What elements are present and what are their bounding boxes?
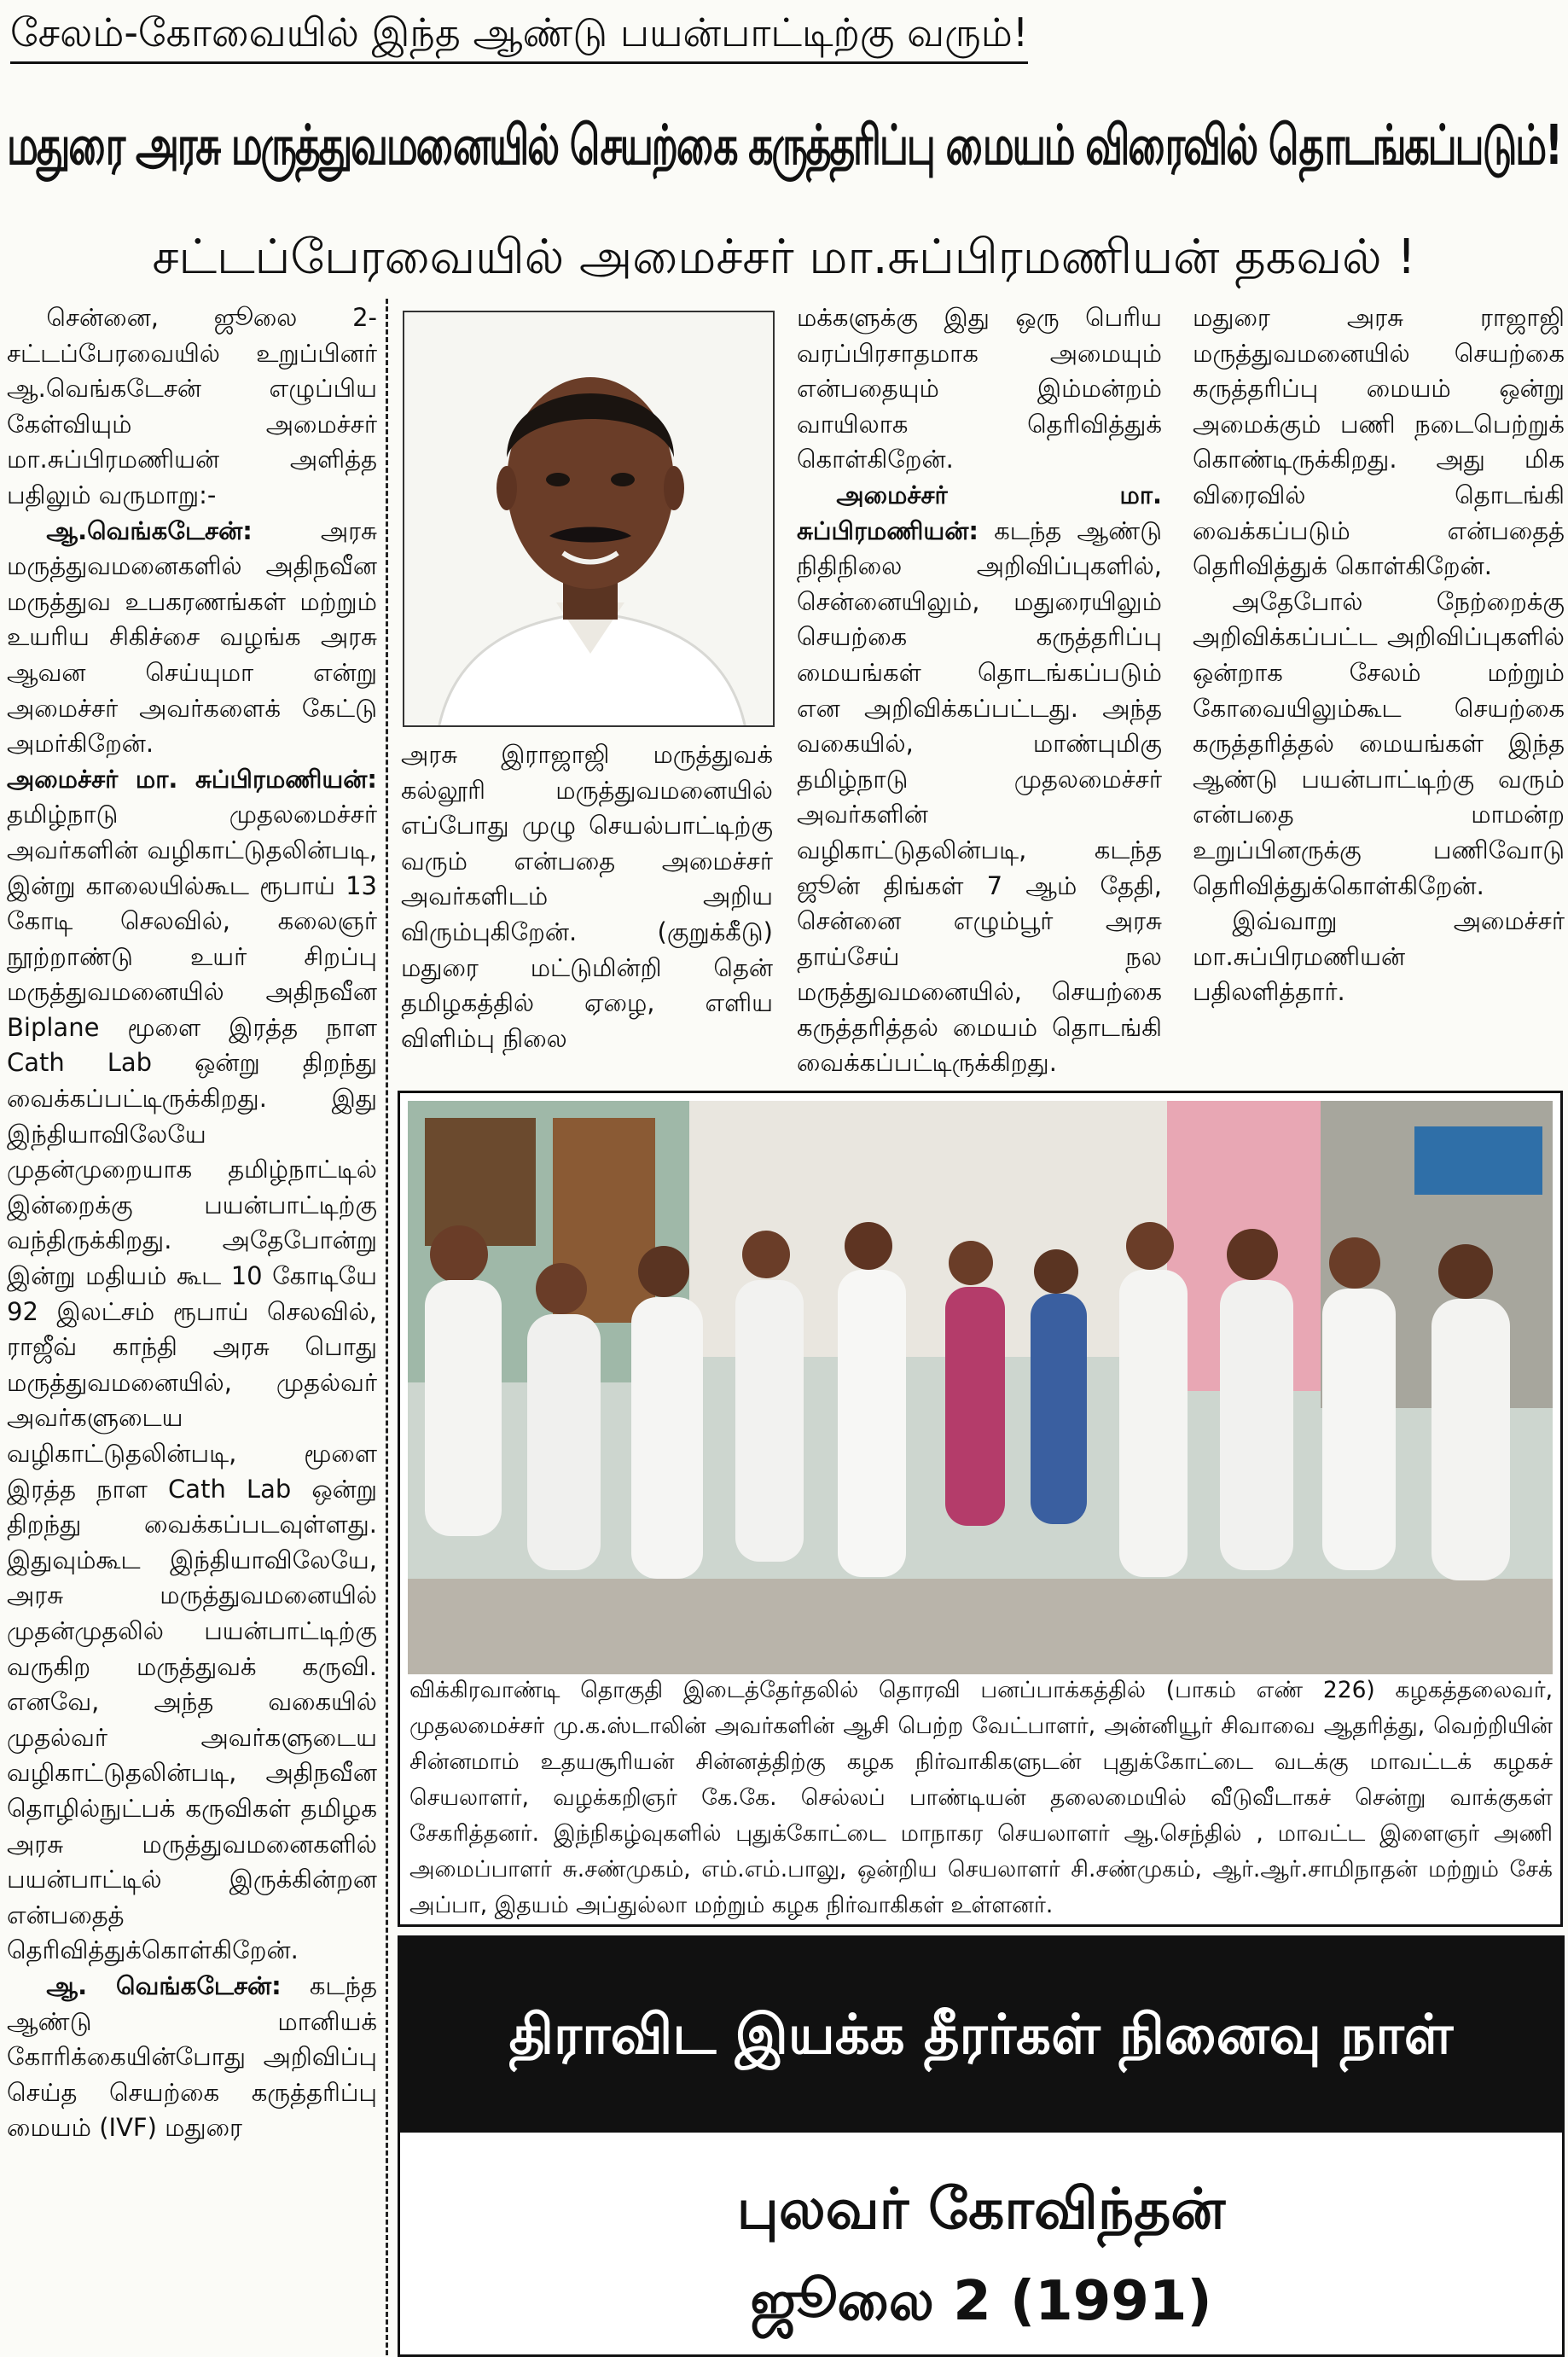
speaker-name: ஆ. வெங்கடேசன்:: [46, 1970, 282, 2000]
speech-text: தமிழ்நாடு முதலமைச்சர் அவர்களின் வழிகாட்டுதலின்படி, இன்று காலையில்கூட ரூபாய் 13 கோடி செலவில், கலைஞர் நூற்றாண்டு உயர் சிறப்பு மருத்துவமனையில் அதிநவீன Biplane மூளை இரத்த நாள Cath Lab ஒன்று திறந்து வைக்கப்பட்டிருக்கிறது. இது இந்தியாவிலேயே முதன்முறையாக தமிழ்நாட்டில் இன்றைக்கு பயன்பாட்டிற்கு வந்திருக்கிறது. அதேபோன்று இன்று மதியம் கூட 10 கோடியே 92 இலட்சம் ரூபாய் செலவில், ராஜீவ் காந்தி அரசு பொது மருத்துவமனையில், முதல்வர் அவர்களுடைய வழிகாட்டுதலின்படி, மூளை இரத்த நாள Cath Lab ஒன்று திறந்து வைக்கப்படவுள்ளது. இதுவும்கூட இந்தியாவிலேயே, அரசு மருத்துவமனையில் முதன்முதலில் பயன்பாட்டிற்கு வருகிற மருத்துவக் கருவி. எனவே, அந்த வகையில் முதல்வர் அவர்களுடைய வழிகாட்டுதலின்படி, அதிநவீன தொழில்நுட்பக் கருவிகள் தமிழக அரசு மருத்துவமனைகளில் பயன்பாட்டில் இருக்கின்றன என்பதைத் தெரிவித்துக்கொள்கிறேன்.: [7, 800, 377, 1965]
kicker-headline: சேலம்-கோவையில் இந்த ஆண்டு பயன்பாட்டிற்கு வரும்!: [10, 5, 1028, 64]
campaign-photo-illustration: [408, 1101, 1553, 1674]
main-headline: மதுரை அரசு மருத்துவமனையில் செயற்கை கருத்தரிப்பு மையம் விரைவில் தொடங்கப்படும்!: [7, 114, 1561, 178]
paragraph-continued: அரசு இராஜாஜி மருத்துவக் கல்லூரி மருத்துவமனையில் எப்போது முழு செயல்பாட்டிற்கு வரும் என்பதை அமைச்சர் அவர்களிடம் அறிய விரும்புகிறேன். (குறுக்கீடு) மதுரை மட்டுமின்றி தென் தமிழகத்தில் ஏழை, எளிய விளிம்பு நிலை: [401, 740, 773, 1053]
paragraph-answer: [797, 478, 1162, 1077]
paragraph-answer: [7, 762, 377, 1969]
paragraph-continued: மக்களுக்கு இது ஒரு பெரிய வரப்பிரசாதமாக அமையும் என்பதையும் இம்மன்றம் வாயிலாக தெரிவித்துக் கொள்கிறேன்.: [797, 303, 1162, 474]
article-column-1: [7, 300, 377, 2357]
paragraph-continued: மதுரை அரசு ராஜாஜி மருத்துவமனையில் செயற்கை கருத்தரிப்பு மையம் ஒன்று அமைக்கும் பணி நடைபெற்றுக் கொண்டிருக்கிறது. அது மிக விரைவில் தொடங்கி வைக்கப்படும் என்பதைத் தெரிவித்துக் கொள்கிறேன்.: [1193, 303, 1565, 581]
paragraph-closing: இவ்வாறு அமைச்சர் மா.சுப்பிரமணியன் பதிலளித்தார்.: [1193, 906, 1565, 1007]
campaign-photo: [408, 1101, 1553, 1674]
minister-portrait: [403, 311, 775, 727]
tribute-date: ஜூலை 2 (1991): [750, 2270, 1212, 2333]
article-column-3: [797, 300, 1162, 1077]
paragraph-intro: சென்னை, ஜூலை 2- சட்டப்பேரவையில் உறுப்பினர் ஆ.வெங்கடேசன் எழுப்பிய கேள்வியும் அமைச்சர் மா.சுப்பிரமணியன் அளித்த பதிலும் வருமாறு:-: [7, 303, 377, 509]
article-column-2: [401, 737, 773, 1070]
paragraph-followup: [7, 1969, 377, 2146]
speech-text: கடந்த ஆண்டு மானியக் கோரிக்கையின்போது அறிவிப்பு செய்த செயற்கை கருத்தரிப்பு மையம் (IVF) மதுரை: [7, 1970, 377, 2143]
speech-text: அரசு மருத்துவமனைகளில் அதிநவீன மருத்துவ உபகரணங்கள் மற்றும் உயரிய சிகிச்சை வழங்க அரசு ஆவன செய்யுமா என்று அமைச்சர் அவர்களைக் கேட்டு அமர்கிறேன்.: [7, 515, 377, 759]
speech-text: கடந்த ஆண்டு நிதிநிலை அறிவிப்புகளில், சென்னையிலும், மதுரையிலும் செயற்கை கருத்தரிப்பு மையங்கள் தொடங்கப்படும் என அறிவிக்கப்பட்டது. அந்த வகையில், மாண்புமிகு தமிழ்நாடு முதலமைச்சர் அவர்களின் வழிகாட்டுதலின்படி, கடந்த ஜூன் திங்கள் 7 ஆம் தேதி, சென்னை எழும்பூர் அரசு தாய்சேய் நல மருத்துவமனையில், செயற்கை கருத்தரித்தல் மையம் தொடங்கி வைக்கப்பட்டிருக்கிறது.: [797, 515, 1162, 1077]
speaker-name: அமைச்சர் மா. சுப்பிரமணியன்:: [797, 480, 1162, 545]
speaker-name: ஆ.வெங்கடேசன்:: [46, 515, 253, 545]
paragraph-announcement: அதேபோல் நேற்றைக்கு அறிவிக்கப்பட்ட அறிவிப்புகளில் ஒன்றாக சேலம் மற்றும் கோவையிலும்கூட செயற்கை கருத்தரித்தல் மையங்கள் இந்த ஆண்டு பயன்பாட்டிற்கு வரும் என்பதை மாமன்ற உறுப்பினருக்கு பணிவோடு தெரிவித்துக்கொள்கிறேன்.: [1193, 586, 1565, 900]
tribute-person-name: புலவர் கோவிந்தன்: [736, 2176, 1226, 2242]
article-column-4: [1193, 300, 1565, 1077]
paragraph-question: [7, 514, 377, 762]
portrait-illustration: [404, 312, 775, 727]
tribute-banner-title: திராவிட இயக்க தீரர்கள் நினைவு நாள்: [400, 1938, 1562, 2133]
speaker-name: அமைச்சர் மா. சுப்பிரமணியன்:: [7, 764, 377, 794]
photo-caption: விக்கிரவாண்டி தொகுதி இடைத்தேர்தலில் தொரவி பனப்பாக்கத்தில் (பாகம் எண் 226) கழகத்தலைவர், முதலமைச்சர் மு.க.ஸ்டாலின் அவர்களின் ஆசி பெற்ற வேட்பாளர், அன்னியூர் சிவாவை ஆதரித்து, வெற்றியின் சின்னமாம் உதயசூரியன் சின்னத்திற்கு கழக நிர்வாகிகளுடன் புதுக்கோட்டை வடக்கு மாவட்டக் கழகச் செயலாளர், வழக்கறிஞர் கே.கே. செல்லப் பாண்டியன் தலைமையில் வீடுவீடாகச் சென்று வாக்குகள் சேகரித்தனர். இந்நிகழ்வுகளில் புதுக்கோட்டை மாநாகர செயலாளர் ஆ.செந்தில் , மாவட்ட இளைஞர் அணி அமைப்பாளர் சு.சண்முகம், எம்.எம்.பாலு, ஒன்றிய செயலாளர் சி.சண்முகம், ஆர்.ஆர்.சாமிநாதன் மற்றும் சேக் அப்பா, இதயம் அப்துல்லா மற்றும் கழக நிர்வாகிகள் உள்ளனர்.: [409, 1677, 1553, 1918]
sub-headline: சட்டப்பேரவையில் அமைச்சர் மா.சுப்பிரமணியன் தகவல் !: [152, 230, 1416, 285]
column-divider: [386, 299, 388, 2355]
